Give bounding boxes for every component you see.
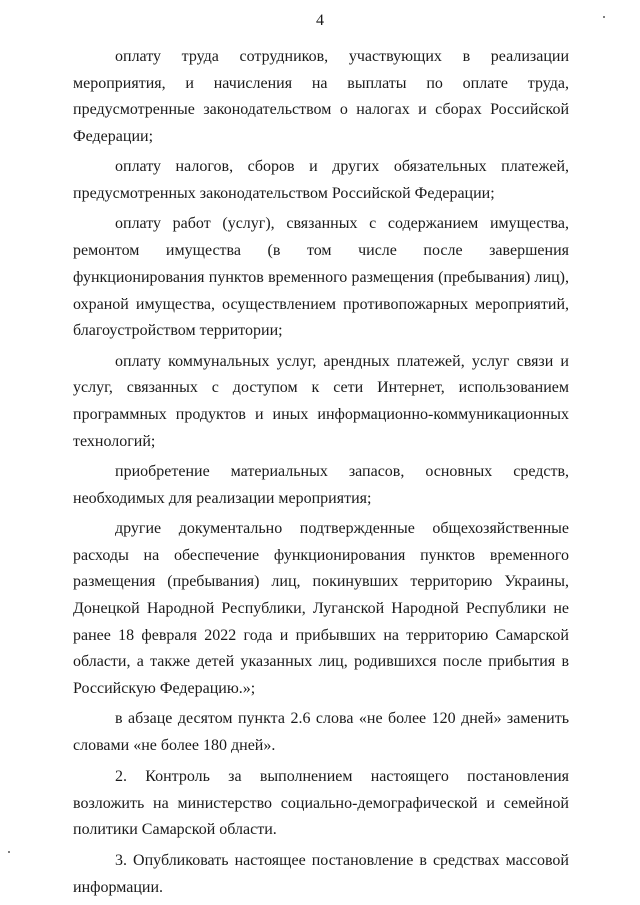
scan-mark <box>603 16 605 18</box>
page-number: 4 <box>316 12 324 29</box>
paragraph-taxes: оплату налогов, сборов и других обязательных платежей, предусмотренных законодательством Российской Федерации; <box>73 158 569 203</box>
paragraph-utilities: оплату коммунальных услуг, арендных платежей, услуг связи и услуг, связанных с доступом к сети Интернет, использованием программных продуктов и иных информационно-коммуникационных технологий; <box>73 352 569 450</box>
paragraph-amendment: в абзаце десятом пункта 2.6 слова «не более 120 дней» заменить словами «не более 180 дней». <box>73 710 569 755</box>
document-body <box>73 44 569 905</box>
paragraph-other-expenses: другие документально подтвержденные общехозяйственные расходы на обеспечение функционирования пунктов временного размещения (пребывания) лиц, покинувших территорию Украины, Донецкой Народной Республики, Луганской Народной Республики не ранее 18 февраля 2022 года и прибывших на территорию Самарской области, а также детей указанных лиц, родившихся после прибытия в Российскую Федерацию.»; <box>73 519 569 698</box>
paragraph-staff-pay: оплату труда сотрудников, участвующих в реализации мероприятия, и начисления на выплаты по оплате труда, предусмотренные законодательством о налогах и сборах Российской Федерации; <box>73 48 569 146</box>
paragraph-publication: 3. Опубликовать настоящее постановление в средствах массовой информации. <box>73 851 569 896</box>
paragraph-control: 2. Контроль за выполнением настоящего постановления возложить на министерство социально-демографической и семейной политики Самарской области. <box>73 767 569 839</box>
scan-mark <box>8 851 10 853</box>
paragraph-property-works: оплату работ (услуг), связанных с содержанием имущества, ремонтом имущества (в том числе после завершения функционирования пунктов временного размещения (пребывания) лиц), охраной имущества, осуществлением противопожарных мероприятий, благоустройством территории; <box>73 215 569 340</box>
paragraph-materials: приобретение материальных запасов, основных средств, необходимых для реализации мероприятия; <box>73 462 569 507</box>
